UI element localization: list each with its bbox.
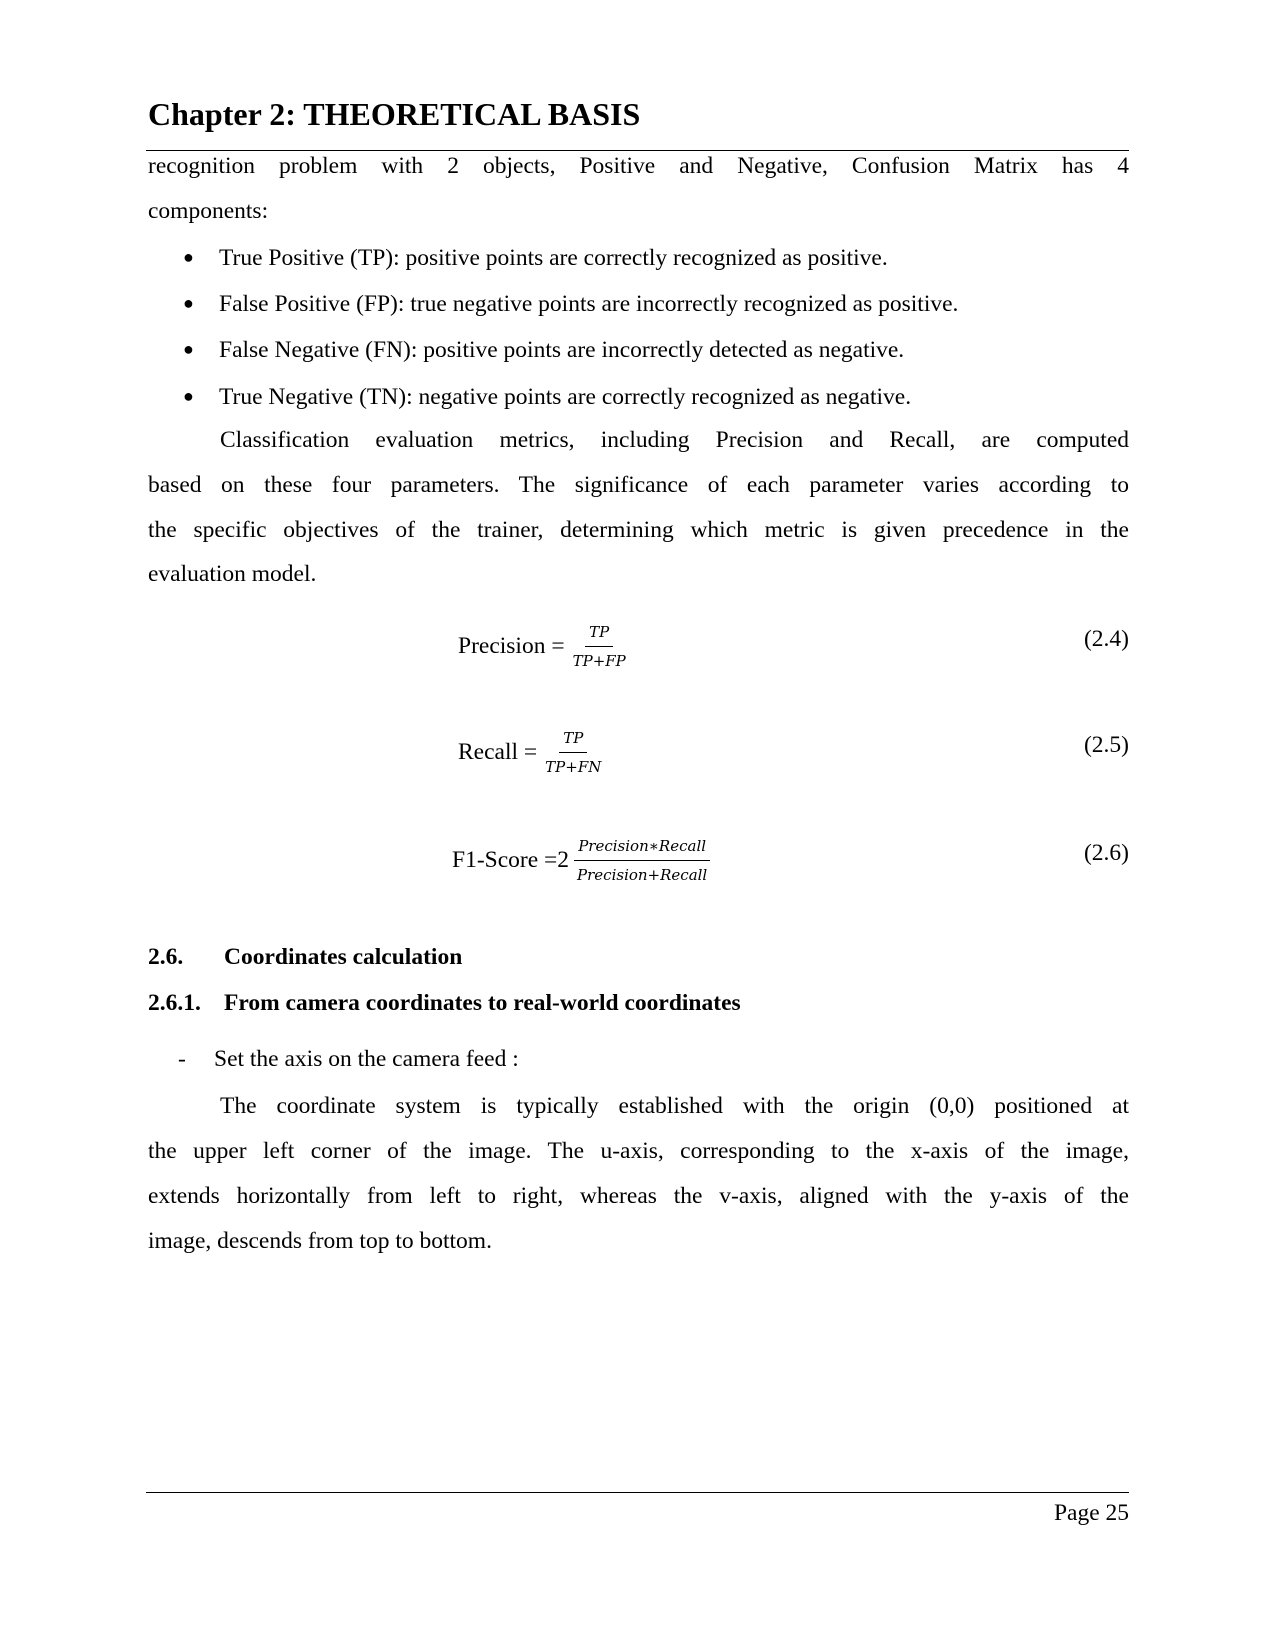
fraction-denominator: TP+FP bbox=[572, 652, 626, 670]
list-item bbox=[183, 280, 958, 328]
intro-line-1: recognition problem with 2 objects, Positive and Negative, Confusion Matrix has 4 bbox=[148, 153, 1129, 179]
paragraph-line: The coordinate system is typically established with the origin (0,0) positioned at bbox=[220, 1093, 1129, 1119]
fraction-numerator: Precision∗Recall bbox=[574, 836, 710, 861]
paragraph-line: extends horizontally from left to right, whereas the v-axis, aligned with the y-axis of the bbox=[148, 1183, 1129, 1209]
list-item-text: False Negative (FN): positive points are incorrectly detected as negative. bbox=[219, 337, 905, 363]
equation-coefficient: 2 bbox=[557, 847, 570, 873]
fraction bbox=[573, 836, 711, 885]
equation-precision bbox=[458, 622, 630, 671]
equation-number: (2.6) bbox=[1083, 840, 1129, 866]
equation-lhs: Recall = bbox=[458, 739, 538, 765]
chapter-header-title: Chapter 2: THEORETICAL BASIS bbox=[148, 96, 641, 132]
section-heading bbox=[148, 944, 462, 971]
equation-lhs: F1-Score = bbox=[452, 847, 558, 873]
list-item bbox=[183, 234, 888, 282]
bullet-icon: ● bbox=[183, 293, 194, 313]
dash-item-text: Set the axis on the camera feed : bbox=[214, 1046, 519, 1072]
paragraph-line: the specific objectives of the trainer, determining which metric is given precedence in the bbox=[148, 517, 1129, 543]
list-item bbox=[183, 373, 911, 421]
fraction-denominator: TP+FN bbox=[545, 758, 602, 776]
dash-marker: - bbox=[178, 1046, 186, 1072]
equation-number: (2.5) bbox=[1083, 732, 1129, 758]
page-number: Page 25 bbox=[1053, 1500, 1129, 1526]
fraction-numerator: TP bbox=[585, 622, 613, 647]
paragraph-line: evaluation model. bbox=[148, 561, 317, 587]
section-number: 2.6. bbox=[148, 944, 184, 970]
paragraph-line: image, descends from top to bottom. bbox=[148, 1228, 492, 1254]
bullet-icon: ● bbox=[183, 386, 194, 406]
paragraph-line: the upper left corner of the image. The u-axis, corresponding to the x-axis of the image, bbox=[148, 1138, 1129, 1164]
subsection-number: 2.6.1. bbox=[148, 990, 201, 1016]
section-title: Coordinates calculation bbox=[224, 944, 463, 970]
fraction bbox=[569, 622, 630, 671]
subsection-title: From camera coordinates to real-world coordinates bbox=[224, 990, 741, 1016]
equation-lhs: Precision = bbox=[458, 633, 565, 659]
paragraph-line: based on these four parameters. The significance of each parameter varies according to bbox=[148, 472, 1129, 498]
paragraph-line: Classification evaluation metrics, including Precision and Recall, are computed bbox=[220, 427, 1129, 453]
subsection-heading bbox=[148, 990, 741, 1017]
dash-list-item bbox=[178, 1036, 519, 1083]
equation-f1-score bbox=[452, 836, 711, 885]
fraction bbox=[541, 728, 605, 777]
bullet-icon: ● bbox=[183, 339, 194, 359]
equation-recall bbox=[458, 728, 605, 777]
list-item-text: True Positive (TP): positive points are correctly recognized as positive. bbox=[219, 245, 888, 271]
footer-rule bbox=[146, 1492, 1129, 1493]
fraction-numerator: TP bbox=[559, 728, 587, 753]
list-item bbox=[183, 326, 904, 374]
bullet-icon: ● bbox=[183, 247, 194, 267]
list-item-text: True Negative (TN): negative points are correctly recognized as negative. bbox=[219, 384, 912, 410]
fraction-denominator: Precision+Recall bbox=[577, 866, 708, 884]
equation-number: (2.4) bbox=[1083, 626, 1129, 652]
intro-line-2: components: bbox=[148, 198, 269, 224]
list-item-text: False Positive (FP): true negative points are incorrectly recognized as positive. bbox=[219, 291, 959, 317]
